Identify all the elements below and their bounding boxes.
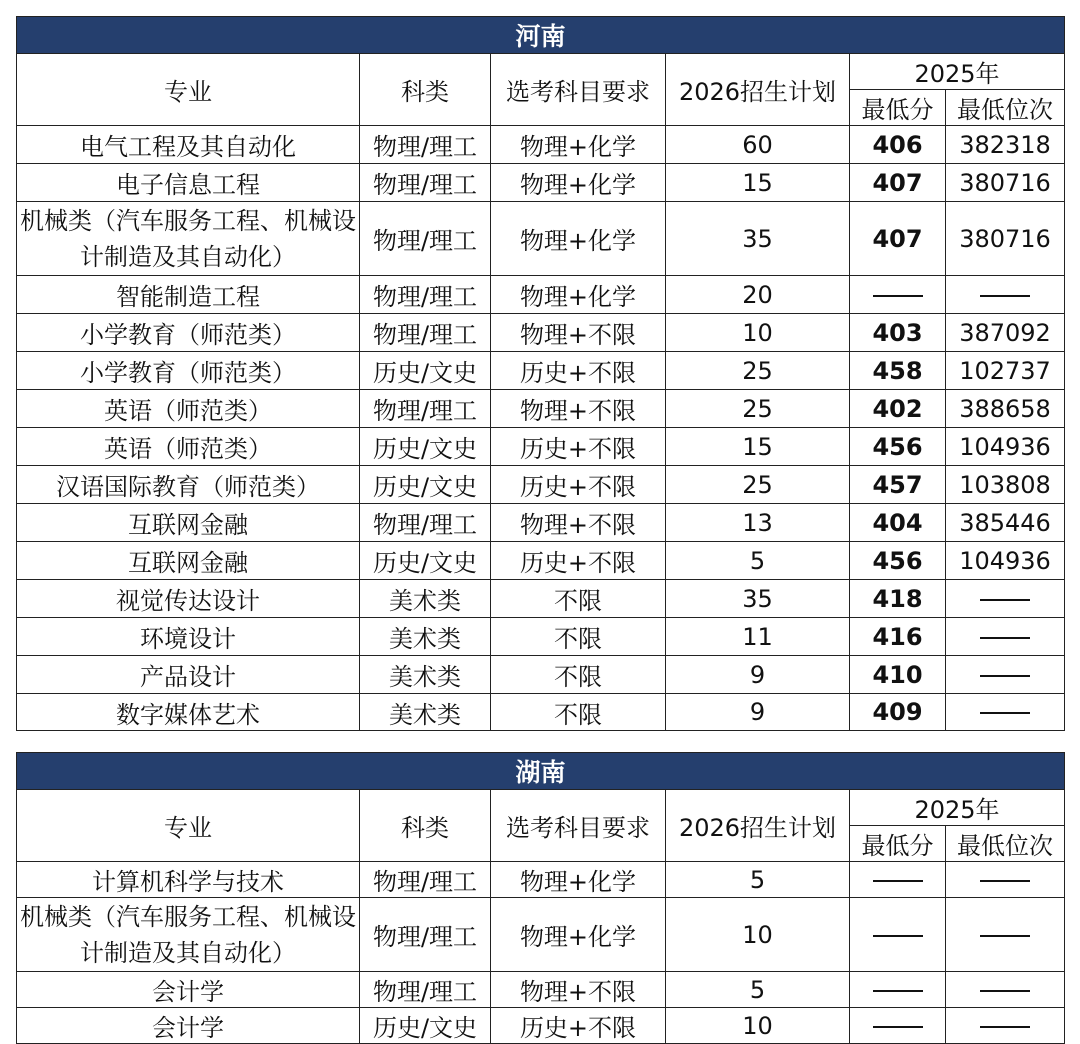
min-rank-cell: 104936: [946, 428, 1065, 466]
dash-placeholder: [980, 295, 1030, 297]
min-score-cell: 407: [850, 164, 946, 202]
min-rank-cell: [946, 276, 1065, 314]
category-cell: 历史/文史: [360, 1008, 491, 1044]
major-cell: 机械类（汽车服务工程、机械设计制造及其自动化）: [17, 202, 360, 276]
dash-placeholder: [873, 935, 923, 937]
min-score-cell: 458: [850, 352, 946, 390]
plan-cell: 25: [666, 352, 850, 390]
table-row: [17, 390, 1065, 428]
subjects-cell: 不限: [491, 656, 666, 694]
category-cell: 物理/理工: [360, 314, 491, 352]
major-cell: 小学教育（师范类）: [17, 352, 360, 390]
category-cell: 美术类: [360, 618, 491, 656]
min-rank-cell: 387092: [946, 314, 1065, 352]
major-cell: 智能制造工程: [17, 276, 360, 314]
major-cell: 产品设计: [17, 656, 360, 694]
major-cell: 英语（师范类）: [17, 390, 360, 428]
dash-placeholder: [980, 712, 1030, 714]
dash-placeholder: [980, 990, 1030, 992]
subjects-cell: 历史+不限: [491, 428, 666, 466]
header-major: 专业: [17, 54, 360, 126]
category-cell: 历史/文史: [360, 542, 491, 580]
header-subjects: 选考科目要求: [491, 54, 666, 126]
min-score-cell: 456: [850, 542, 946, 580]
table-row: [17, 656, 1065, 694]
min-rank-cell: [946, 580, 1065, 618]
min-score-cell: [850, 898, 946, 972]
table-row: [17, 504, 1065, 542]
major-cell: 视觉传达设计: [17, 580, 360, 618]
table-row: [17, 164, 1065, 202]
table-row: [17, 580, 1065, 618]
min-score-cell: 404: [850, 504, 946, 542]
plan-cell: 9: [666, 694, 850, 731]
table-row: [17, 542, 1065, 580]
min-score-cell: 402: [850, 390, 946, 428]
major-cell: 互联网金融: [17, 504, 360, 542]
plan-cell: 25: [666, 390, 850, 428]
category-cell: 历史/文史: [360, 428, 491, 466]
plan-cell: 13: [666, 504, 850, 542]
header-min-score: 最低分: [850, 90, 946, 126]
min-rank-cell: [946, 694, 1065, 731]
header-category: 科类: [360, 790, 491, 862]
min-rank-cell: 103808: [946, 466, 1065, 504]
plan-cell: 10: [666, 314, 850, 352]
table-row: [17, 972, 1065, 1008]
subjects-cell: 物理+不限: [491, 504, 666, 542]
province-title: 河南: [17, 17, 1065, 54]
table-row: [17, 276, 1065, 314]
min-score-cell: 406: [850, 126, 946, 164]
subjects-cell: 物理+化学: [491, 898, 666, 972]
category-cell: 物理/理工: [360, 862, 491, 898]
dash-placeholder: [980, 880, 1030, 882]
subjects-cell: 物理+不限: [491, 390, 666, 428]
category-cell: 物理/理工: [360, 164, 491, 202]
table-row: [17, 466, 1065, 504]
plan-cell: 15: [666, 428, 850, 466]
plan-cell: 5: [666, 862, 850, 898]
header-category: 科类: [360, 54, 491, 126]
table-row: [17, 314, 1065, 352]
header-plan: 2026招生计划: [666, 790, 850, 862]
major-cell: 会计学: [17, 972, 360, 1008]
subjects-cell: 物理+化学: [491, 862, 666, 898]
min-rank-cell: 104936: [946, 542, 1065, 580]
category-cell: 美术类: [360, 580, 491, 618]
min-score-cell: 407: [850, 202, 946, 276]
min-score-cell: 456: [850, 428, 946, 466]
plan-cell: 5: [666, 542, 850, 580]
table-row: [17, 862, 1065, 898]
hunan-admission-table: [16, 752, 1065, 1044]
header-min-rank: 最低位次: [946, 826, 1065, 862]
subjects-cell: 物理+化学: [491, 126, 666, 164]
subjects-cell: 不限: [491, 618, 666, 656]
major-cell: 电子信息工程: [17, 164, 360, 202]
header-subjects: 选考科目要求: [491, 790, 666, 862]
min-rank-cell: 388658: [946, 390, 1065, 428]
major-cell: 汉语国际教育（师范类）: [17, 466, 360, 504]
plan-cell: 10: [666, 1008, 850, 1044]
henan-admission-table: [16, 16, 1065, 731]
table-row: [17, 898, 1065, 972]
plan-cell: 25: [666, 466, 850, 504]
major-cell: 数字媒体艺术: [17, 694, 360, 731]
min-score-cell: [850, 972, 946, 1008]
major-cell: 电气工程及其自动化: [17, 126, 360, 164]
dash-placeholder: [980, 637, 1030, 639]
plan-cell: 15: [666, 164, 850, 202]
min-score-cell: [850, 276, 946, 314]
plan-cell: 11: [666, 618, 850, 656]
table-row: [17, 618, 1065, 656]
min-rank-cell: 385446: [946, 504, 1065, 542]
plan-cell: 60: [666, 126, 850, 164]
min-score-cell: 409: [850, 694, 946, 731]
plan-cell: 10: [666, 898, 850, 972]
min-rank-cell: 380716: [946, 202, 1065, 276]
category-cell: 物理/理工: [360, 390, 491, 428]
subjects-cell: 不限: [491, 694, 666, 731]
major-cell: 计算机科学与技术: [17, 862, 360, 898]
dash-placeholder: [980, 675, 1030, 677]
province-title: 湖南: [17, 753, 1065, 790]
category-cell: 美术类: [360, 656, 491, 694]
subjects-cell: 历史+不限: [491, 542, 666, 580]
min-score-cell: 416: [850, 618, 946, 656]
min-rank-cell: [946, 898, 1065, 972]
subjects-cell: 历史+不限: [491, 466, 666, 504]
min-score-cell: 403: [850, 314, 946, 352]
min-rank-cell: [946, 972, 1065, 1008]
category-cell: 物理/理工: [360, 126, 491, 164]
table-row: [17, 202, 1065, 276]
header-min-rank: 最低位次: [946, 90, 1065, 126]
subjects-cell: 物理+化学: [491, 276, 666, 314]
min-score-cell: 410: [850, 656, 946, 694]
subjects-cell: 物理+不限: [491, 314, 666, 352]
major-cell: 环境设计: [17, 618, 360, 656]
dash-placeholder: [873, 880, 923, 882]
category-cell: 物理/理工: [360, 898, 491, 972]
category-cell: 历史/文史: [360, 466, 491, 504]
table-row: [17, 428, 1065, 466]
category-cell: 物理/理工: [360, 202, 491, 276]
plan-cell: 5: [666, 972, 850, 1008]
min-rank-cell: 382318: [946, 126, 1065, 164]
header-year: 2025年: [850, 54, 1065, 90]
category-cell: 物理/理工: [360, 972, 491, 1008]
subjects-cell: 物理+化学: [491, 164, 666, 202]
major-cell: 会计学: [17, 1008, 360, 1044]
plan-cell: 20: [666, 276, 850, 314]
major-cell: 互联网金融: [17, 542, 360, 580]
subjects-cell: 历史+不限: [491, 1008, 666, 1044]
header-min-score: 最低分: [850, 826, 946, 862]
min-rank-cell: [946, 656, 1065, 694]
min-score-cell: 457: [850, 466, 946, 504]
plan-cell: 9: [666, 656, 850, 694]
table-row: [17, 126, 1065, 164]
subjects-cell: 历史+不限: [491, 352, 666, 390]
min-score-cell: 418: [850, 580, 946, 618]
major-cell: 机械类（汽车服务工程、机械设计制造及其自动化）: [17, 898, 360, 972]
min-rank-cell: 380716: [946, 164, 1065, 202]
major-cell: 英语（师范类）: [17, 428, 360, 466]
plan-cell: 35: [666, 580, 850, 618]
category-cell: 美术类: [360, 694, 491, 731]
min-rank-cell: [946, 618, 1065, 656]
dash-placeholder: [873, 295, 923, 297]
min-rank-cell: [946, 862, 1065, 898]
dash-placeholder: [980, 935, 1030, 937]
table-row: [17, 352, 1065, 390]
header-year: 2025年: [850, 790, 1065, 826]
major-cell: 小学教育（师范类）: [17, 314, 360, 352]
table-row: [17, 694, 1065, 731]
subjects-cell: 不限: [491, 580, 666, 618]
category-cell: 物理/理工: [360, 504, 491, 542]
category-cell: 历史/文史: [360, 352, 491, 390]
header-plan: 2026招生计划: [666, 54, 850, 126]
plan-cell: 35: [666, 202, 850, 276]
dash-placeholder: [873, 990, 923, 992]
subjects-cell: 物理+不限: [491, 972, 666, 1008]
min-rank-cell: 102737: [946, 352, 1065, 390]
subjects-cell: 物理+化学: [491, 202, 666, 276]
header-major: 专业: [17, 790, 360, 862]
dash-placeholder: [980, 599, 1030, 601]
category-cell: 物理/理工: [360, 276, 491, 314]
min-score-cell: [850, 862, 946, 898]
